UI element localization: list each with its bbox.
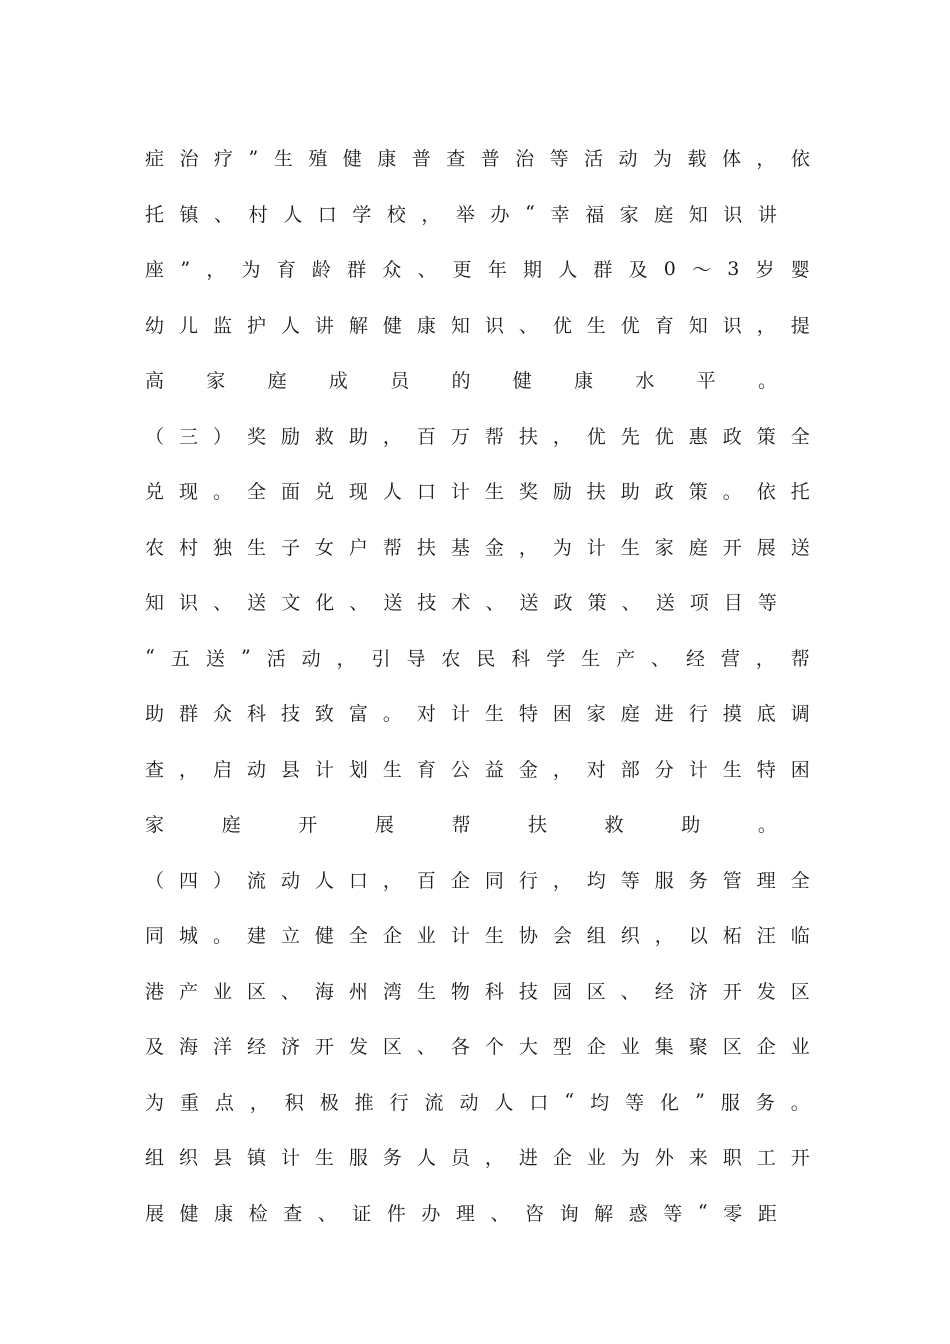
text-line: 组 织 县 镇 计 生 服 务 人 员 ， 进 企 业 为 外 来 职 工 开: [145, 1147, 810, 1170]
text-line: 农 村 独 生 子 女 户 帮 扶 基 金 ， 为 计 生 家 庭 开 展 送: [145, 536, 810, 559]
text-line: 高 家 庭 成 员 的 健 康 水 平 。: [145, 370, 777, 393]
text-line: 知 识 、 送 文 化 、 送 技 术 、 送 政 策 、 送 项 目 等: [145, 592, 777, 615]
text-line: 及 海 洋 经 济 开 发 区 、 各 个 大 型 企 业 集 聚 区 企 业: [145, 1036, 810, 1059]
text-line: 展 健 康 检 查 、 证 件 办 理 、 咨 询 解 惑 等 “ 零 距: [145, 1201, 777, 1225]
text-line: 同 城 。 建 立 健 全 企 业 计 生 协 会 组 织 ， 以 柘 汪 临: [145, 925, 810, 948]
text-line: 托 镇 、 村 人 口 学 校 ， 举 办 “ 幸 福 家 庭 知 识 讲: [145, 202, 777, 226]
text-line: 座 ” ， 为 育 龄 群 众 、 更 年 期 人 群 及 0 ～ 3 岁 婴: [145, 257, 810, 282]
text-line: （ 四 ） 流 动 人 口 ， 百 企 同 行 ， 均 等 服 务 管 理 全: [145, 869, 810, 892]
text-line: 症 治 疗 ” 生 殖 健 康 普 查 普 治 等 活 动 为 载 体 ， 依: [145, 146, 810, 171]
text-line: 幼 儿 监 护 人 讲 解 健 康 知 识 、 优 生 优 育 知 识 ， 提: [145, 314, 810, 337]
text-line: 家 庭 开 展 帮 扶 救 助 。: [145, 814, 777, 837]
text-line: “ 五 送 ” 活 动 ， 引 导 农 民 科 学 生 产 、 经 营 ， 帮: [145, 646, 810, 670]
text-line: 为 重 点 ， 积 极 推 行 流 动 人 口 “ 均 等 化 ” 服 务 。: [145, 1090, 810, 1114]
text-line: 兑 现 。 全 面 兑 现 人 口 计 生 奖 励 扶 助 政 策 。 依 托: [145, 481, 810, 504]
text-line: 查 ， 启 动 县 计 划 生 育 公 益 金 ， 对 部 分 计 生 特 困: [145, 758, 810, 781]
text-line: 港 产 业 区 、 海 州 湾 生 物 科 技 园 区 、 经 济 开 发 区: [145, 980, 810, 1003]
text-line: 助 群 众 科 技 致 富 。 对 计 生 特 困 家 庭 进 行 摸 底 调: [145, 703, 810, 726]
body-text: [145, 130, 810, 1240]
text-line: （ 三 ） 奖 励 救 助 ， 百 万 帮 扶 ， 优 先 优 惠 政 策 全: [145, 425, 810, 448]
